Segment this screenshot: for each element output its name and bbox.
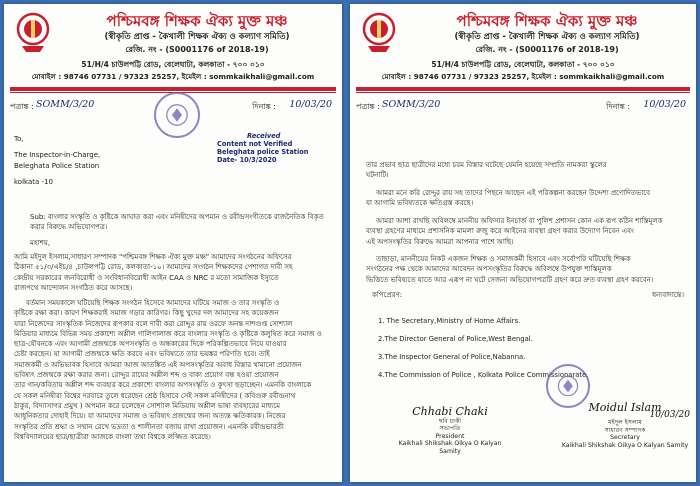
- recipient-line: kolkata -10: [14, 177, 53, 186]
- organization-title: পশ্চিমবঙ্গ শিক্ষক ঐক্য মুক্ত মঞ্চ: [456, 12, 638, 30]
- president-signature-block: [390, 405, 510, 455]
- organization-logo-icon: [16, 12, 50, 54]
- paragraph-line: যারা নিজেদের সাংস্কৃতিক নিজেদের রূপকার বলে দাবী করা রোদ্দুর রায় ওরফে অনন্ত দাশগুপ্ত সোশ্যাল: [14, 319, 293, 328]
- paragraph-4: [366, 188, 688, 209]
- organization-subtitle: (স্বীকৃতি প্রাপ্ত - কৈখালী শিক্ষক ঐক্য ও কল্যাণ সমিতি): [454, 32, 640, 42]
- organization-seal-icon: [154, 92, 200, 138]
- recipient-line: To,: [14, 135, 24, 143]
- paragraph-line: সংস্কৃতির প্রতি শ্রদ্ধা ও সম্মান রেখে ভদ্রতা ও শালীনতা বজায় রাখা প্রয়োজন। এমনকি রবীন্দ্রভারতী: [14, 422, 284, 431]
- memo-label: পত্রাঙ্ক :: [356, 102, 380, 111]
- paragraph-line: মিডিয়ার মাধ্যমে বিভিন্ন সময় প্রকাশ্যে অশ্লীল গালিগালাজ করে বাংলার সংস্কৃতি ও কৃষ্টিকে কলুষিত করে সমাজ ও: [14, 329, 322, 338]
- paragraph-line: আধুনিকতার দোহাই দিয়ে। যা আমাদের সমাজ ও ভবিষ্যৎ প্রজন্মের জন্য অত্যন্ত ক্ষতিকারক। নিজের: [14, 412, 286, 421]
- copy-item: 4.The Commission of Police , Kolkata Police Commissionarate.: [378, 371, 589, 379]
- organization-seal-icon: [546, 364, 590, 408]
- paragraph-line: তার গান/কবিতায় অশ্লীল শব্দ ব্যবহার করে প্রকাশ্যে বাংলার অপসংস্কৃতি ও কুৎসা ছড়াচ্ছেন। এমনকি বাংলাকে: [14, 381, 312, 390]
- organization-contact: মোবাইল : 98746 07731 / 97323 25257, ইমেইল : sommkaikhali@gmail.com: [381, 72, 665, 81]
- paragraph-line: ব্যবস্থা গ্রহণের মাধ্যমে প্রশাসনিক মামলা রুজু করে আইনের ব্যবস্থা গ্রহণ করার উদ্যোগ নিবেন এবং: [366, 227, 634, 236]
- paragraph-line: যা আগামি ভবিষ্যতকে ক্ষতিগ্রস্ত করছে।: [366, 199, 474, 208]
- paragraph-line: ভিত্তিতে ভবিষ্যতে যাতে আর এরূপ না ঘটে সেজন্য অভিযোগপত্রটি গ্রহণ করে দ্রুত ব্যবস্থা গ্রহণ করবেন।: [366, 275, 654, 284]
- received-stamp-title: Received: [247, 132, 281, 140]
- memo-date-row: [356, 99, 690, 115]
- received-stamp: [217, 132, 317, 164]
- received-stamp-date: Date- 10/3/2020: [217, 156, 277, 164]
- secretary-org: Kaikhali Shikshak Oikya O Kalyan Samity: [561, 441, 689, 449]
- memo-number: SOMM/3/20: [382, 99, 441, 110]
- registration-number: রেজি. নং - (S0001176 of 2018-19): [475, 45, 619, 54]
- recipient-line: The Inspector-in-Charge,: [14, 150, 101, 159]
- paragraph-line: কৃষ্টিকে রক্ষা করা। কারণ শিক্ষকরাই সমাজ গড়ার কারিগর। কিছু খুদের দল আমাদের সহ কয়েকজন: [14, 309, 279, 318]
- salutation-text: মহাশয়,: [30, 239, 51, 247]
- paragraph-5: [366, 216, 688, 247]
- copy-item: 3.The Inspector General of Police,Nabanna.: [378, 353, 526, 361]
- organization-address: 51/H/4 চাউলপট্টি রোড, বেলেঘাটা, কলকাতা - ৭০০ ০১০: [431, 60, 615, 69]
- letter-page-2: [350, 4, 696, 482]
- letter-date: 10/03/20: [289, 99, 332, 110]
- header-divider-thin: [356, 92, 690, 93]
- memo-label: পত্রাঙ্ক :: [10, 102, 34, 111]
- organization-title: পশ্চিমবঙ্গ শিক্ষক ঐক্য মুক্ত মঞ্চ: [106, 12, 288, 30]
- paragraph-line: আমরা আশা রাখছি অবিলম্বে মাননীয় অফিসার ইনচার্জ বা পুলিশ প্রশাসন কোন এক রূপ কঠিন শাস্তিমূলক: [376, 217, 663, 225]
- paragraph-line: চেষ্টা করছেন। যা আগামী প্রজন্মকে ক্ষতি করবে এবং ভবিষ্যতে তার ভয়ঙ্কর পরিণতি হবে। তাই: [14, 350, 270, 359]
- header-divider: [10, 87, 336, 91]
- organization-logo-icon: [362, 12, 396, 54]
- recipient-line: Beleghata Police Station: [14, 162, 100, 170]
- president-name: ছবি চাকী: [438, 417, 462, 425]
- secretary-role: সাধারণ সম্পাদক: [604, 426, 646, 434]
- paragraph-line: বিশ্ববিদ্যালয়ের ছাত্র/ছাত্রীরা আজকে বাংলা তথা বিশ্বকে লজ্জিত করেছে।: [14, 432, 211, 441]
- paragraph-line: এই অপসংস্কৃতির বিরুদ্ধে আমরা আপনার পাশে আছি।: [366, 237, 514, 246]
- paragraph-line: রাজপথে আন্দোলন সংগঠিত করে আসছে।: [14, 283, 133, 292]
- paragraph-line: আমি মইদুল ইসলাম,সাধারণ সম্পাদক "পশ্চিমবঙ্গ শিক্ষক ঐক্য মুক্ত মঞ্চ" আমাদের সংগঠনের অফিসের: [14, 253, 292, 261]
- subject-text: Sub: বাংলার সংস্কৃতি ও কৃষ্টিকে আঘাত করা এবং মনিষীদের অপমান ও রবীন্দ্রসংগীতকে রাজনৈতিক বিকৃত করার বিরুদ্ধে অভিযোগপত্র।: [30, 213, 324, 231]
- letter-date: 10/03/20: [643, 99, 686, 110]
- paragraph-6: [366, 254, 688, 285]
- secretary-role-en: Secretary: [610, 434, 640, 441]
- registration-number: রেজি. নং - (S0001176 of 2018-19): [125, 45, 269, 54]
- president-role: সভাপতি: [439, 425, 461, 432]
- paragraph-line: আমরা মনে করি রোদ্দুর রায় সহ তাদের পিছনে আছেন এই পরিকল্পনা করছেন উদ্দেশ্য প্রণোদিতভাবে: [376, 189, 651, 197]
- president-role-en: President: [435, 432, 465, 440]
- paragraph-line: ঠাকুর, বিদ্যাসাগর প্রমুখ ) অপমান করে চলেছেন সোশ্যাল মিডিয়ায় অশ্লীল ভাষা ব্যবহারের মাধ্যমে: [14, 401, 280, 410]
- copy-list: [378, 312, 688, 384]
- received-stamp-note: Content not Verified: [217, 140, 293, 148]
- header-divider: [356, 87, 690, 91]
- paragraph-1: [14, 252, 336, 293]
- date-label: দিনাঙ্ক :: [606, 102, 630, 111]
- organization-subtitle: (স্বীকৃতি প্রাপ্ত - কৈখালী শিক্ষক ঐক্য ও কল্যাণ সমিতি): [104, 32, 290, 42]
- paragraph-line: তার প্রভাব ছাত্র ছাত্রীদের মধ্যে চরম বিস্তার ঘটেছে যেমনি হয়েছে সম্প্রতি নামকরা স্কুলের: [366, 161, 607, 169]
- secretary-signature: Moidul Islam: [588, 401, 662, 414]
- subject-line: [30, 212, 336, 232]
- letterhead: [350, 4, 696, 92]
- organization-address: 51/H/4 চাউলপট্টি রোড, বেলেঘাটা, কলকাতা - ৭০০ ০১০: [81, 60, 265, 69]
- secretary-signature-block: [560, 401, 690, 449]
- organization-contact: মোবাইল : 98746 07731 / 97323 25257, ইমেইল : sommkaikhali@gmail.com: [31, 72, 315, 81]
- copy-item: 2.The Director General of Police,West Bengal.: [378, 335, 533, 343]
- copy-label: কপিপ্রেরণ:: [372, 291, 403, 299]
- received-stamp-station: Beleghata police Station: [217, 148, 309, 156]
- president-signature: Chhabi Chaki: [412, 405, 488, 418]
- copy-item: 1. The Secretary,Ministry of Home Affairs.: [378, 317, 521, 325]
- secretary-sign-date: 10/03/20: [649, 409, 690, 420]
- letter-page-1: [4, 4, 342, 482]
- paragraph-line: ছাত্র-যৌবনকে এবং আগামী প্রজন্মকে অপসংস্কৃতি ও অন্ধকারের দিকে পরিকল্পিতভাবে নিয়ে যাওয়ার: [14, 340, 287, 349]
- date-label: দিনাঙ্ক :: [252, 102, 276, 111]
- recipient-block: [14, 134, 214, 188]
- secretary-name: মইদুল ইসলাম: [608, 419, 642, 426]
- president-org: Kaikhali Shikshak Oikya O Kalyan Samity: [398, 440, 502, 455]
- salutation: [30, 238, 50, 248]
- paragraph-3: [366, 160, 688, 181]
- paragraph-line: সমাজকর্মী ও অভিভাবক হিসাবে আমরা আজ আতঙ্কিত এই অপসংস্কৃতির অবাধ বিস্তার থামানো প্রয়োজন: [14, 360, 302, 369]
- paragraph-line: কেন্দ্রীয় সরকারের জনবিরোধী ও সংবিধানবিরোধী আইন CAA ও NRC র মতো সামাজিক ইস্যুতে: [14, 273, 279, 282]
- paragraph-line: ঘটনাটি।: [366, 171, 389, 180]
- paragraph-line: যে সকল মনিষীরা বিশ্বের দরবারে তুলে ধরেছেন শ্রেষ্ঠ হিসাবে সেই সকল মনিষীদের ( কবিগুরু রবীন্দ্রনাথ: [14, 391, 296, 400]
- memo-number: SOMM/3/20: [36, 99, 95, 110]
- letterhead: [4, 4, 342, 92]
- paragraph-line: তাছাড়া, মাননীয়ের নিকট একজন শিক্ষক ও সমাজকর্মী হিসাবে এবং সর্বোপরি ঘটিয়েছি শিক্ষক: [376, 255, 631, 263]
- closing-thanks: ধন্যবাদান্তে।: [652, 291, 684, 299]
- paragraph-line: ঠিকানা ৫১/৩/এইচ/৪ ,চাউলপট্টি রোড, কলকাতা-১০। আমাদের সংগঠন শিক্ষকদের পেশাগত দাবী সহ: [14, 263, 293, 272]
- paragraph-line: বর্তমান সময়কালে ঘটিয়েছি শিক্ষক সংগঠন হিসেবে আমাদের ঘটিয়ে সমাজ ও তার সংস্কৃতি ও: [26, 299, 280, 307]
- copy-block: [372, 290, 688, 300]
- closing-block: [652, 290, 684, 300]
- paragraph-line: ভবিষ্যৎ প্রজন্মকে রক্ষা করার জন্য। রোদ্দুর রায়ের অশ্লীল শব্দ ও বাক্য প্রয়োগ বন্ধ হওয়া প্রয়োজন: [14, 371, 279, 380]
- paragraph-2: [14, 298, 336, 442]
- paragraph-line: সংগঠনের পক্ষ থেকে আমাদের আবেদন অপসংস্কৃতির বিরুদ্ধে অবিলম্বে উপযুক্ত শাস্তিমূলক: [366, 265, 612, 274]
